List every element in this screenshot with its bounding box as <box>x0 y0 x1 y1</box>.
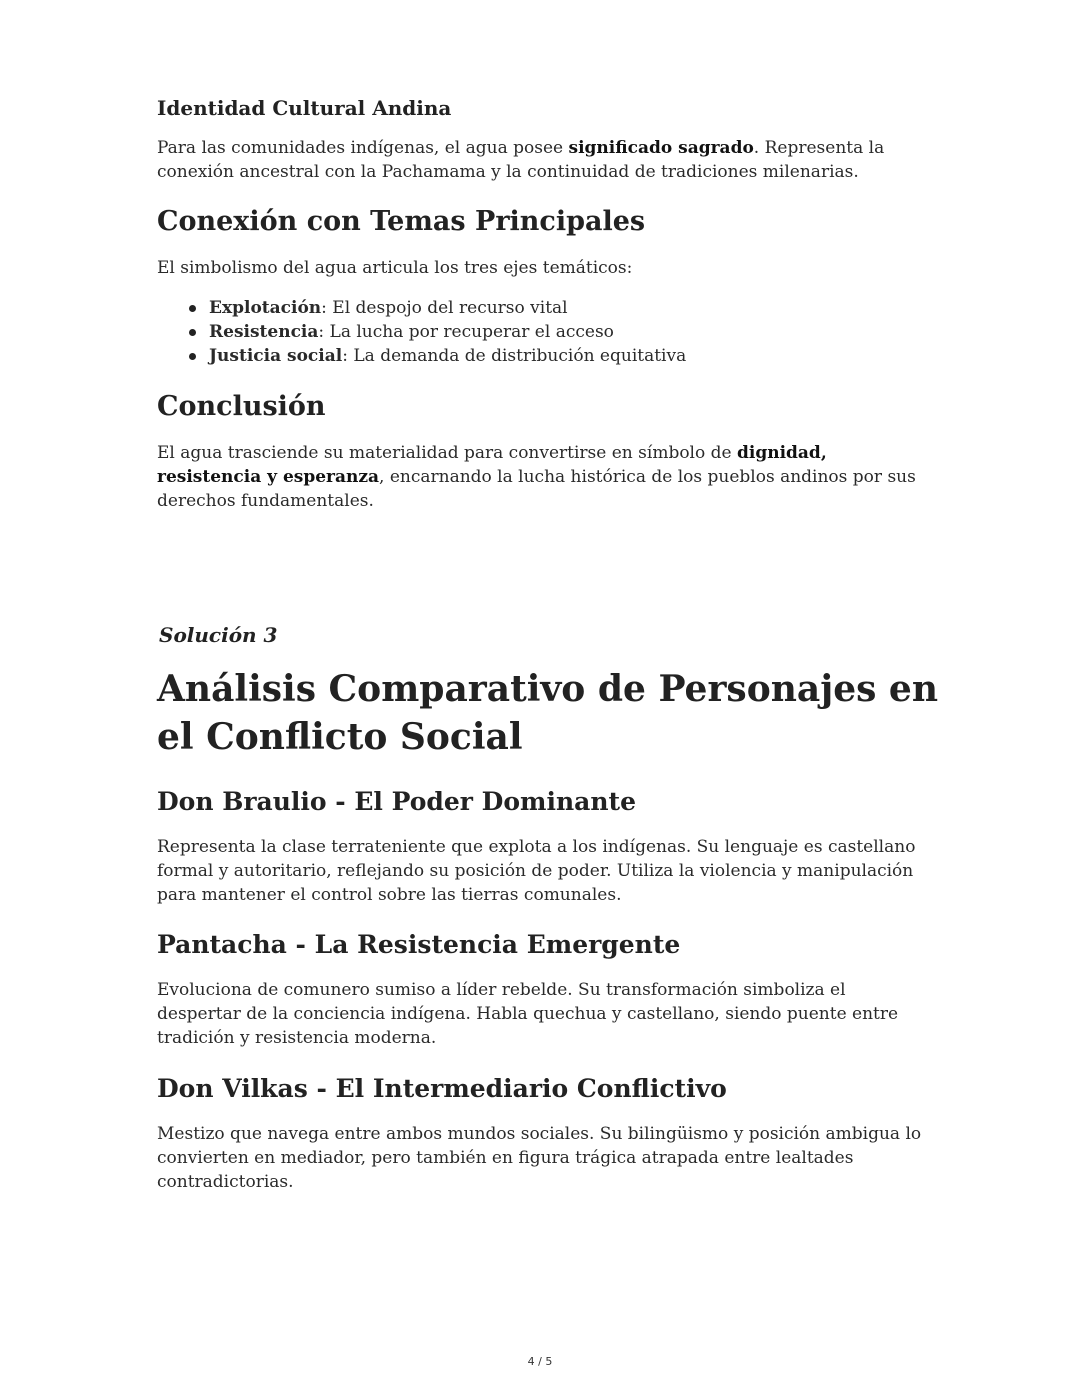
character-text-pantacha: Evoluciona de comunero sumiso a líder rebelde. Su transformación simboliza el despertar de la conciencia indígena. Habla quechua y castellano, siendo puente entre tradición y resistencia moderna. <box>157 980 899 1048</box>
section-heading-conexion: Conexión con Temas Principales <box>157 206 646 237</box>
list-item: Explotación: El despojo del recurso vital <box>209 296 927 320</box>
themes-list <box>157 296 927 368</box>
character-heading-vilkas: Don Vilkas - El Intermediario Conflictivo <box>157 1074 727 1103</box>
character-heading-pantacha: Pantacha - La Resistencia Emergente <box>157 930 681 959</box>
page-number: 4 / 5 <box>527 1355 553 1368</box>
section-heading-identidad: Identidad Cultural Andina <box>157 96 452 120</box>
list-item: Resistencia: La lucha por recuperar el acceso <box>209 320 927 344</box>
list-item: Justicia social: La demanda de distribución equitativa <box>209 344 927 368</box>
conexion-intro: El simbolismo del agua articula los tres ejes temáticos: <box>157 258 633 278</box>
section-heading-conclusion: Conclusión <box>157 391 326 422</box>
page-title: Análisis Comparativo de Personajes en el Conflicto Social <box>157 668 939 758</box>
character-text-braulio: Representa la clase terrateniente que explota a los indígenas. Su lenguaje es castellano formal y autoritario, reflejando su posición de poder. Utiliza la violencia y manipulación para mantener el control sobre las tierras comunales. <box>157 837 916 905</box>
character-heading-braulio: Don Braulio - El Poder Dominante <box>157 787 636 816</box>
conclusion-paragraph: El agua trasciende su materialidad para convertirse en símbolo de dignidad, resistencia y esperanza, encarnando la lucha histórica de los pueblos andinos por sus derechos fundamentales. <box>157 443 916 511</box>
identidad-paragraph: Para las comunidades indígenas, el agua posee significado sagrado. Representa la conexión ancestral con la Pachamama y la continuidad de tradiciones milenarias. <box>157 138 885 182</box>
character-text-vilkas: Mestizo que navega entre ambos mundos sociales. Su bilingüismo y posición ambigua lo convierten en mediador, pero también en figura trágica atrapada entre lealtades contradictorias. <box>157 1124 922 1192</box>
solution-label: Solución 3 <box>159 623 278 647</box>
